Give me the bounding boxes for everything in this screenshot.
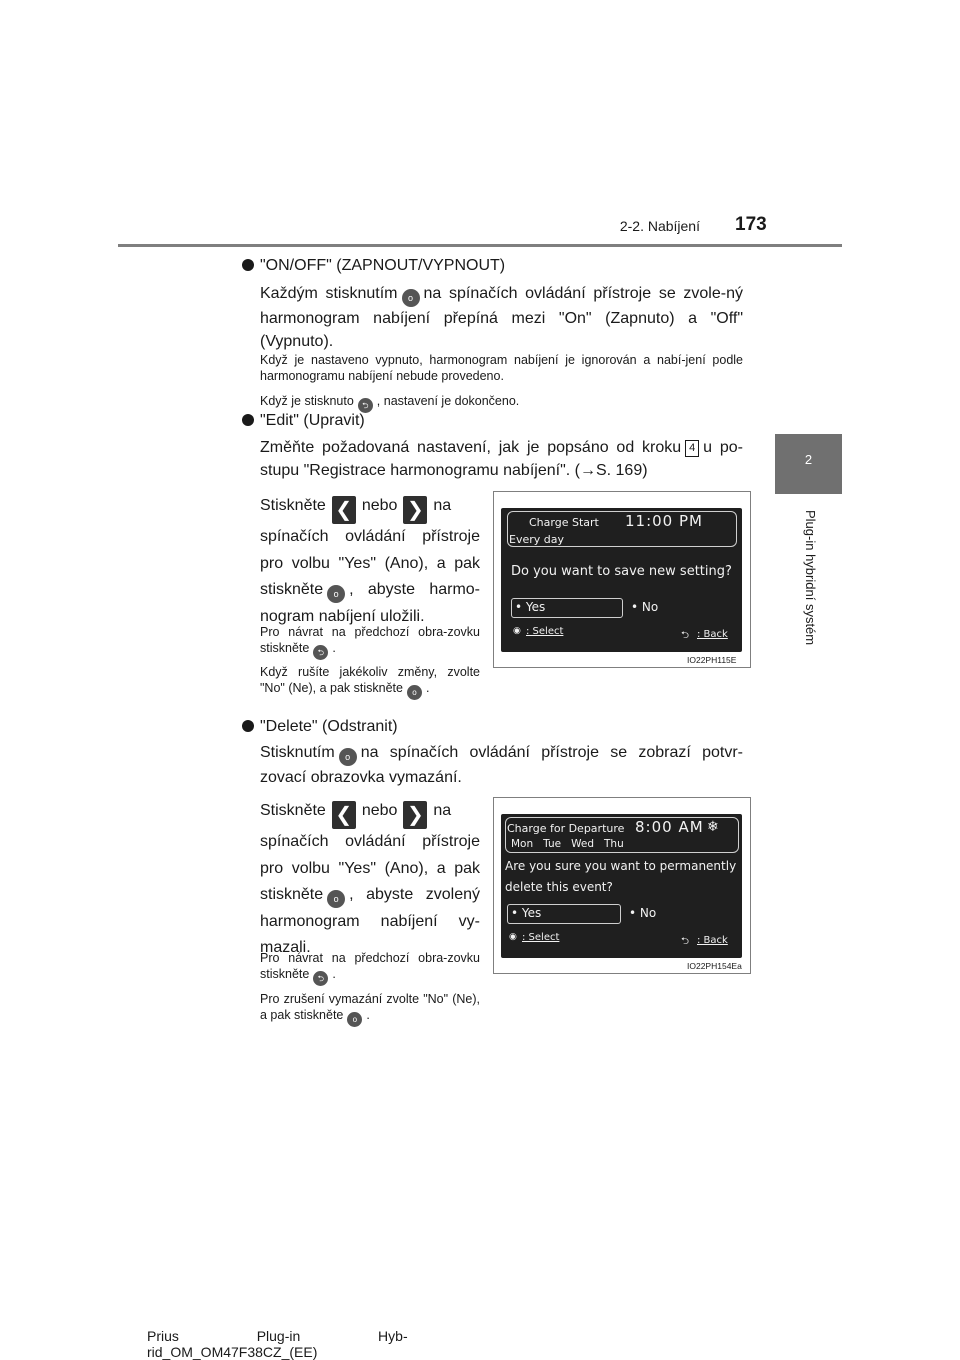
enter-button-icon: o — [347, 1012, 362, 1027]
left-arrow-icon: ❮ — [332, 496, 356, 524]
back-button-icon: ⮌ — [358, 398, 373, 413]
select-hint: : Select — [522, 932, 560, 943]
select-hint-icon: ◉ — [513, 626, 521, 636]
delete-note2 — [260, 992, 480, 1027]
enter-button-icon: o — [402, 289, 420, 307]
schedule-title: Charge Start — [529, 516, 599, 529]
onoff-heading — [242, 255, 505, 277]
footer — [147, 1328, 408, 1360]
back-hint-icon: ⮌ — [681, 630, 690, 641]
delete-question-line1: Are you sure you want to permanently — [505, 859, 737, 873]
delete-note2-b: . — [366, 1007, 370, 1022]
edit-paragraph — [260, 436, 743, 482]
delete-note1-b: . — [332, 966, 336, 981]
image-code: IO22PH154Ea — [687, 961, 742, 971]
select-hint: : Select — [526, 626, 564, 637]
edit-note1-a: Pro návrat na předchozí obra-zovku stiskněte — [260, 625, 480, 655]
bullet-icon — [242, 414, 254, 426]
edit-note2-b: . — [425, 680, 430, 695]
back-button-icon: ⮌ — [313, 971, 328, 986]
back-button-icon: ⮌ — [313, 645, 328, 660]
edit-instruction — [260, 493, 480, 630]
schedule-time: 11:00 PM — [625, 512, 703, 530]
chapter-title: Plug-in hybridní systém — [803, 510, 818, 646]
edit-note2 — [260, 665, 480, 700]
save-question: Do you want to save new setting? — [511, 564, 732, 579]
back-hint: : Back — [697, 629, 728, 640]
no-label[interactable]: • No — [631, 600, 659, 614]
delete-para-b: na spínačích ovládání přístroje se zobrazí potvr-zovací obrazovka vymazání. — [260, 744, 743, 786]
schedule-time: 8:00 AM — [635, 818, 704, 836]
edit-heading — [242, 410, 365, 432]
climate-icon: ❄ — [707, 819, 719, 835]
enter-button-icon: o — [407, 685, 422, 700]
delete-title: "Delete" (Odstranit) — [260, 718, 398, 735]
edit-note1-b: . — [332, 640, 336, 655]
delete-para-a: Stisknutím — [260, 744, 335, 761]
enter-button-icon: o — [339, 748, 357, 766]
schedule-days: Mon Tue Wed Thu — [511, 838, 624, 850]
onoff-note2-b: , nastavení je dokončeno. — [376, 394, 520, 408]
onoff-note2-a: Když je stisknuto — [260, 394, 354, 408]
onoff-title: "ON/OFF" (ZAPNOUT/VYPNOUT) — [260, 257, 506, 274]
edit-para-b: u po-stupu "Registrace harmonogramu nabíjení". (→S. 169) — [260, 439, 744, 479]
back-hint: : Back — [697, 935, 728, 946]
screen-illustration-save — [493, 491, 751, 668]
delete-note2-a: Pro zrušení vymazání zvolte "No" (Ne), a pak stiskněte — [260, 992, 480, 1022]
onoff-note1: Když je nastaveno vypnuto, harmonogram nabíjení je ignorován a nabí-jení podle harmonogramu nabíjení nebude provedeno. — [260, 353, 743, 383]
edit-instr-a: Stiskněte — [260, 497, 326, 514]
edit-instr-b: nebo — [361, 497, 398, 514]
edit-instr-d: , abyste harmo-nogram nabíjení uložili. — [260, 581, 480, 625]
onoff-para-b: na spínačích ovládání přístroje se zvole-ný harmonogram nabíjení přepíná mezi "On" (Zapnuto) a "Off" (Vypnuto). — [260, 285, 743, 350]
right-arrow-icon: ❯ — [403, 496, 427, 524]
page-number: 173 — [735, 214, 767, 235]
section-title: 2-2. Nabíjení — [619, 218, 700, 234]
edit-title: "Edit" (Upravit) — [260, 412, 365, 429]
yes-label: • Yes — [511, 906, 542, 920]
header-rule — [118, 244, 842, 247]
no-label[interactable]: • No — [629, 906, 657, 920]
bullet-icon — [242, 720, 254, 732]
enter-button-icon: o — [327, 890, 345, 908]
delete-paragraph — [260, 741, 743, 789]
delete-heading — [242, 716, 398, 738]
delete-note1 — [260, 951, 480, 986]
onoff-para-a: Každým stisknutím — [260, 285, 398, 302]
delete-instruction — [260, 798, 480, 962]
delete-instr-a: Stiskněte — [260, 802, 326, 819]
footer-line1: Prius Plug-in Hyb- — [147, 1328, 408, 1344]
edit-note2-a: Když rušíte jakékoliv změny, zvolte "No" (Ne), a pak stiskněte — [260, 665, 480, 695]
right-arrow-icon: ❯ — [403, 801, 427, 829]
delete-note1-a: Pro návrat na předchozí obra-zovku stiskněte — [260, 951, 480, 981]
delete-instr-d: , abyste zvolený harmonogram nabíjení vy-mazali. — [260, 886, 480, 956]
bullet-icon — [242, 259, 254, 271]
edit-para-a: Změňte požadovaná nastavení, jak je popsáno od kroku — [260, 439, 682, 456]
footer-line2: rid_OM_OM47F38CZ_(EE) — [147, 1344, 318, 1360]
enter-button-icon: o — [327, 585, 345, 603]
onoff-paragraph — [260, 282, 743, 353]
display-screen — [501, 508, 742, 652]
edit-note1 — [260, 625, 480, 660]
edit-instr-c: na spínačích ovládání přístroje pro volbu "Yes" (Ano), a pak stiskněte — [260, 497, 480, 598]
step-number: 4 — [685, 440, 699, 457]
delete-instr-b: nebo — [361, 802, 398, 819]
back-hint-icon: ⮌ — [681, 936, 690, 947]
screen-illustration-delete — [493, 797, 751, 974]
display-screen — [501, 814, 742, 958]
schedule-days: Every day — [509, 533, 564, 546]
left-arrow-icon: ❮ — [332, 801, 356, 829]
chapter-number: 2 — [804, 452, 813, 467]
delete-question-line2: delete this event? — [505, 880, 613, 894]
select-hint-icon: ◉ — [509, 932, 517, 942]
yes-label: • Yes — [515, 600, 546, 614]
delete-instr-c: na spínačích ovládání přístroje pro volbu "Yes" (Ano), a pak stiskněte — [260, 802, 480, 903]
schedule-title: Charge for Departure — [507, 822, 625, 835]
image-code: IO22PH115E — [687, 655, 737, 665]
